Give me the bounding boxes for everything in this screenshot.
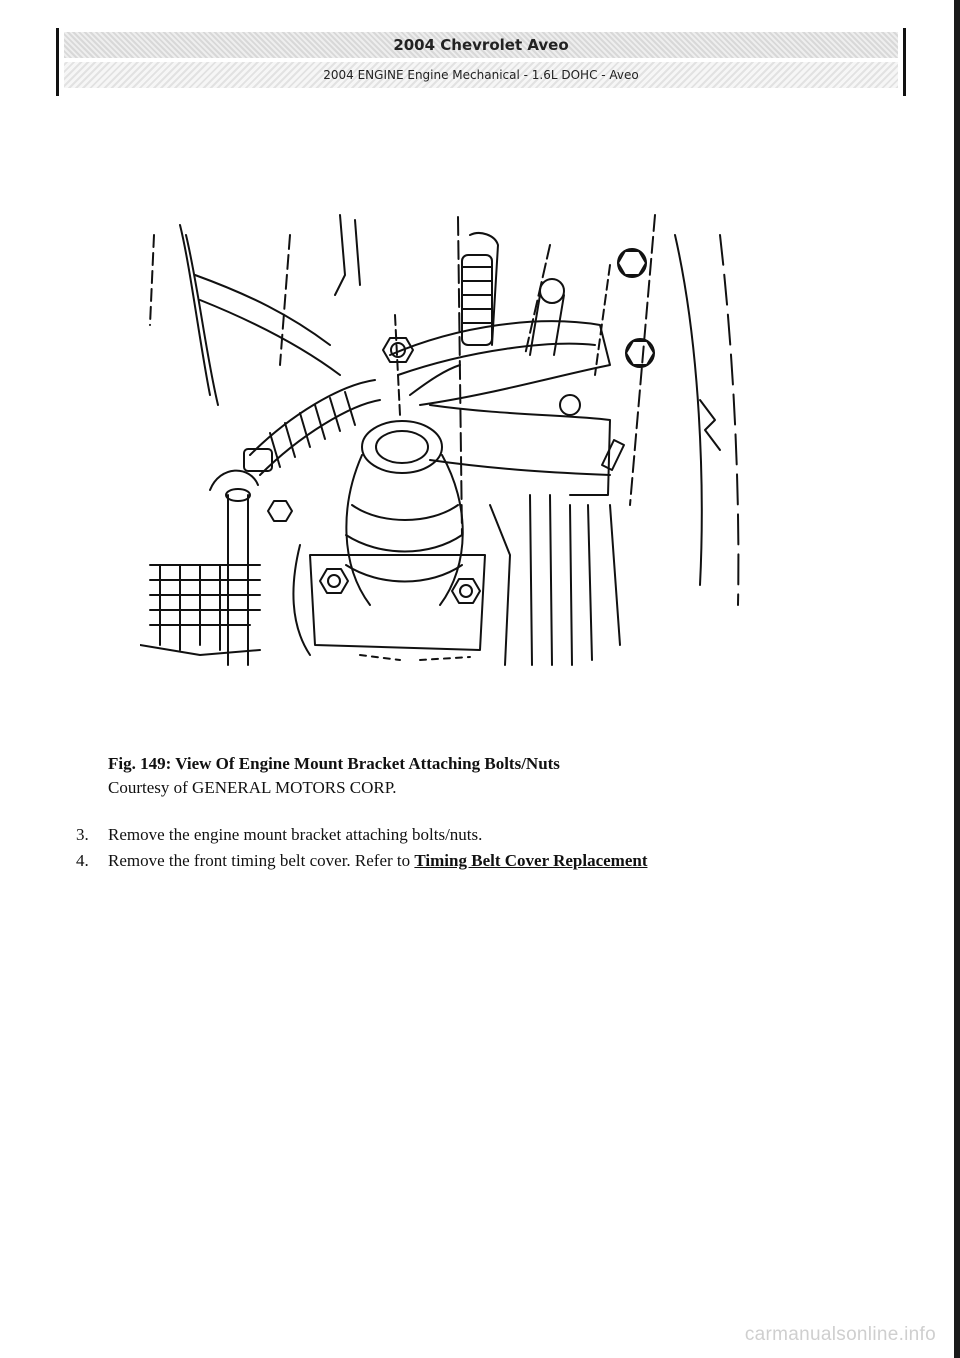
document-header — [56, 28, 906, 96]
step-text: Remove the engine mount bracket attaching bolts/nuts. — [108, 825, 483, 844]
header-subtitle: 2004 ENGINE Engine Mechanical - 1.6L DOHC - Aveo — [64, 62, 898, 88]
step-item — [76, 822, 896, 848]
step-text: Remove the front timing belt cover. Refer to — [108, 851, 415, 870]
procedure-steps — [76, 822, 896, 874]
step-number: 3. — [76, 825, 89, 844]
caption-title: Fig. 149: View Of Engine Mount Bracket Attaching Bolts/Nuts — [108, 754, 560, 773]
page-edge — [954, 0, 960, 1358]
watermark: carmanualsonline.info — [744, 1324, 936, 1345]
timing-belt-cover-link[interactable]: Timing Belt Cover Replacement — [414, 851, 648, 870]
step-item — [76, 848, 896, 874]
step-number: 4. — [76, 851, 89, 870]
header-rule-left — [56, 28, 59, 96]
figure-caption — [108, 752, 808, 800]
header-title: 2004 Chevrolet Aveo — [64, 32, 898, 58]
header-rule-right — [903, 28, 906, 96]
caption-credit: Courtesy of GENERAL MOTORS CORP. — [108, 778, 397, 797]
engine-mount-illustration — [140, 205, 770, 670]
